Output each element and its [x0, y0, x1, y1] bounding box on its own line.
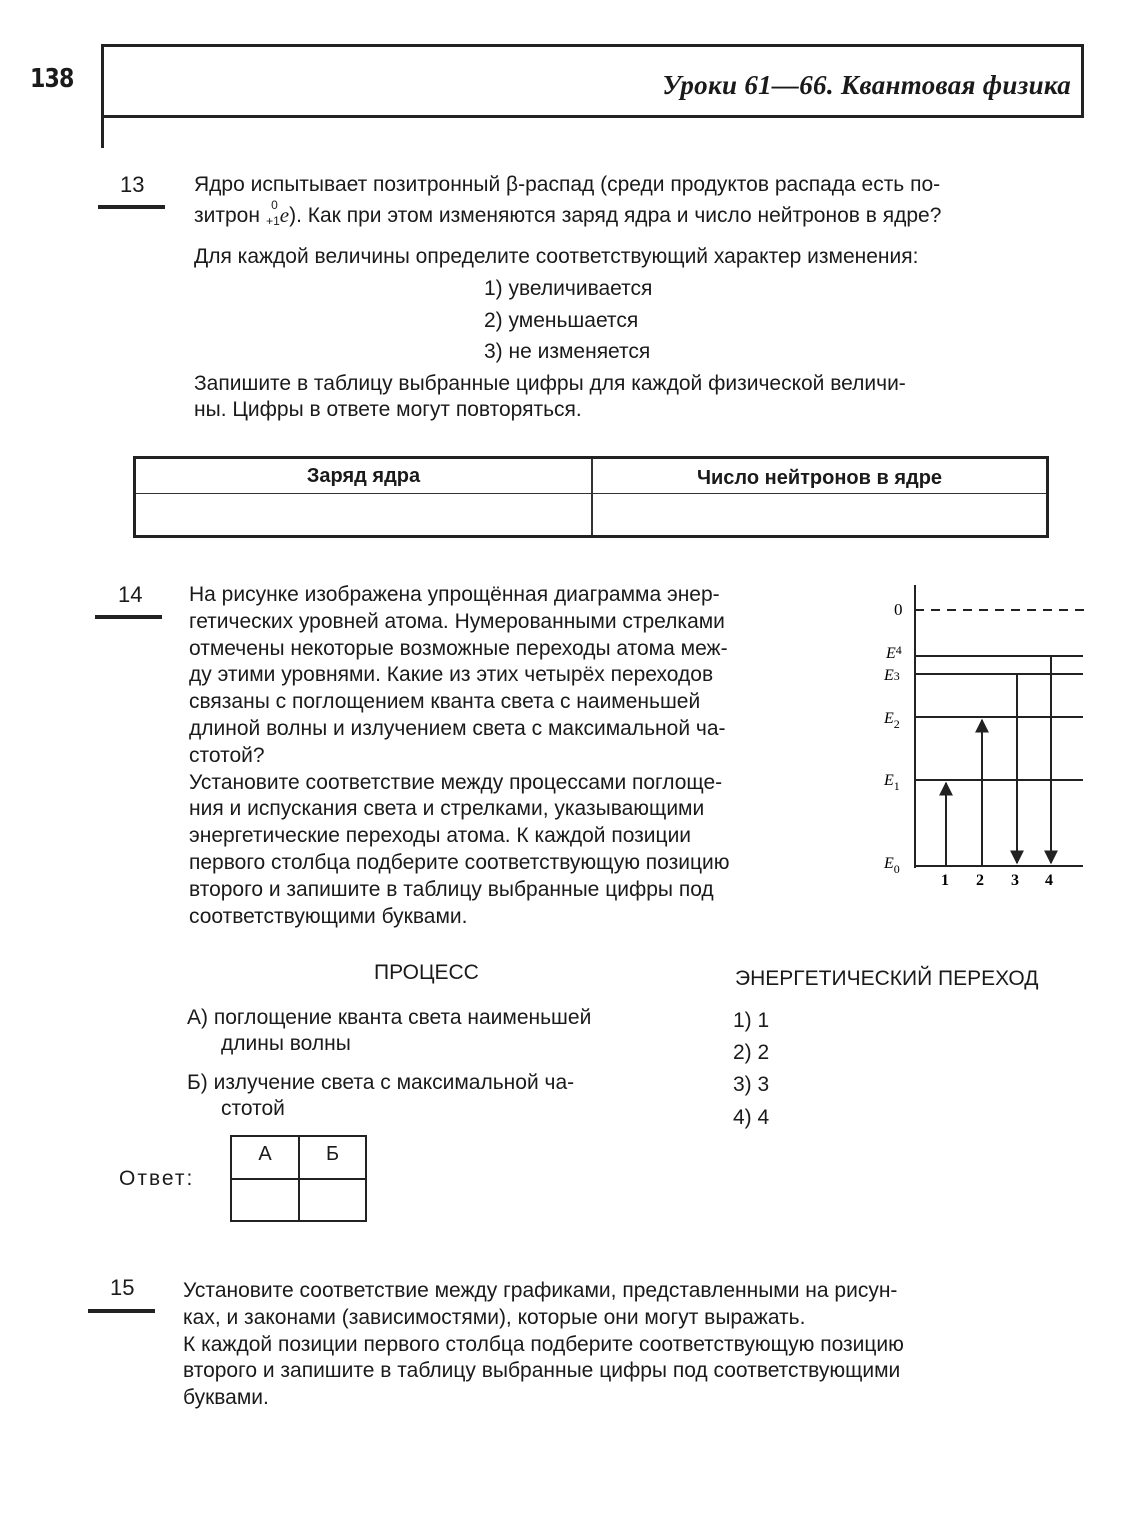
- q14-line: энергетические переходы атома. К каждой позиции: [189, 824, 692, 848]
- transition-column-header: ЭНЕРГЕТИЧЕСКИЙ ПЕРЕХОД: [735, 967, 1039, 990]
- q14-line: На рисунке изображена упрощённая диаграмма энер-: [189, 583, 720, 606]
- q15-line: буквами.: [183, 1386, 269, 1410]
- page-number: 138: [30, 64, 74, 94]
- q14-line: второго и запишите в таблицу выбранные цифры под: [189, 877, 714, 901]
- q14-line: длиной волны и излучением света с максимальной ча-: [189, 716, 726, 740]
- q13-text-line2: [194, 198, 1089, 230]
- transition-option-2: 2) 2: [733, 1041, 770, 1064]
- process-a-line2: длины волны: [221, 1032, 351, 1055]
- level-e4-label: $E^4$: [886, 643, 902, 662]
- q13-option-2: 2) уменьшается: [484, 309, 639, 332]
- q14-line: гетических уровней атома. Нумерованными стрелками: [189, 609, 725, 633]
- q14-answer-table: [230, 1135, 367, 1222]
- answer-header-a: А: [258, 1143, 272, 1165]
- q14-line: отмечены некоторые возможные переходы атома меж-: [189, 636, 728, 660]
- header-stem: [101, 118, 104, 148]
- process-b-line1: Б) излучение света с максимальной ча-: [187, 1071, 575, 1094]
- positron-charge-number: +1: [266, 214, 280, 228]
- q14-line: ду этими уровнями. Какие из этих четырёх переходов: [189, 663, 714, 687]
- level-e3-label: E3: [884, 667, 900, 684]
- q14-line: первого столбца подберите соответствующую позицию: [189, 850, 730, 874]
- table-header-neutrons: Число нейтронов в ядре: [696, 467, 943, 489]
- question-underline: [88, 1309, 155, 1313]
- q15-line: второго и запишите в таблицу выбранные цифры под соответствующими: [183, 1359, 901, 1383]
- question-number-15: 15: [110, 1275, 135, 1300]
- q14-line: ния и испускания света и стрелками, указывающими: [189, 797, 705, 821]
- question-underline: [98, 205, 165, 209]
- chapter-title: Уроки 61—66. Квантовая физика: [662, 70, 1071, 100]
- arrow-label-3: 3: [1011, 872, 1019, 889]
- answer-cell-neutrons[interactable]: [596, 497, 1044, 533]
- positron-indices: [266, 198, 280, 228]
- q14-line: соответствующими буквами.: [189, 904, 468, 928]
- zero-level-label: 0: [894, 600, 903, 619]
- process-a-line1: А) поглощение кванта света наименьшей: [187, 1006, 592, 1029]
- positron-symbol: e: [279, 203, 290, 227]
- arrow-label-4: 4: [1045, 872, 1053, 889]
- q13-note-line1: Запишите в таблицу выбранные цифры для каждой физической величи-: [194, 372, 906, 395]
- level-e2-label: $E_2$: [884, 710, 900, 731]
- arrow-label-1: 1: [941, 872, 949, 889]
- q13-text-line1: Ядро испытывает позитронный β-распад (среди продуктов распада есть по-: [194, 173, 941, 196]
- positron-mass-number: 0: [271, 198, 278, 212]
- q13-option-1: 1) увеличивается: [484, 277, 653, 300]
- q13-text-line2-after: ). Как при этом изменяются заряд ядра и число нейтронов в ядре?: [289, 204, 942, 227]
- q13-instruction: Для каждой величины определите соответствующий характер изменения:: [194, 245, 919, 268]
- q13-text-line2-before: зитрон: [194, 204, 266, 227]
- q15-line: ках, и законами (зависимостями), которые они могут выражать.: [183, 1305, 806, 1329]
- q15-line: Установите соответствие между графиками, представленными на рисун-: [183, 1279, 898, 1302]
- answer-cell-a[interactable]: [234, 1182, 296, 1218]
- q15-line: К каждой позиции первого столбца подберите соответствующую позицию: [183, 1332, 904, 1356]
- q14-line: стотой?: [189, 743, 265, 767]
- process-b-line2: стотой: [221, 1097, 285, 1120]
- question-number-14: 14: [118, 582, 143, 607]
- q13-note-line2: ны. Цифры в ответе могут повторяться.: [194, 398, 582, 421]
- question-number-13: 13: [120, 172, 145, 197]
- transition-option-4: 4) 4: [733, 1106, 770, 1129]
- process-column-header: ПРОЦЕСС: [374, 961, 479, 984]
- answer-cell-b[interactable]: [302, 1182, 363, 1218]
- question-underline: [95, 615, 162, 619]
- q13-answer-table: [133, 456, 1049, 538]
- answer-cell-charge[interactable]: [138, 497, 588, 533]
- level-e0-label: $E_0$: [884, 855, 900, 876]
- answer-header-b: Б: [325, 1143, 340, 1165]
- q14-line: Установите соответствие между процессами поглоще-: [189, 770, 723, 794]
- q15-text: [183, 1278, 1076, 1412]
- arrow-label-2: 2: [976, 872, 984, 889]
- q14-text: [189, 582, 855, 930]
- q13-option-3: 3) не изменяется: [484, 340, 651, 363]
- transition-option-1: 1) 1: [733, 1009, 770, 1032]
- q14-line: связаны с поглощением кванта света с наименьшей: [189, 690, 701, 714]
- level-e1-label: $E_1$: [884, 772, 900, 793]
- table-header-charge: Заряд ядра: [306, 465, 421, 487]
- transition-option-3: 3) 3: [733, 1073, 770, 1096]
- energy-level-diagram: [870, 585, 1090, 890]
- answer-label: Ответ:: [119, 1167, 195, 1190]
